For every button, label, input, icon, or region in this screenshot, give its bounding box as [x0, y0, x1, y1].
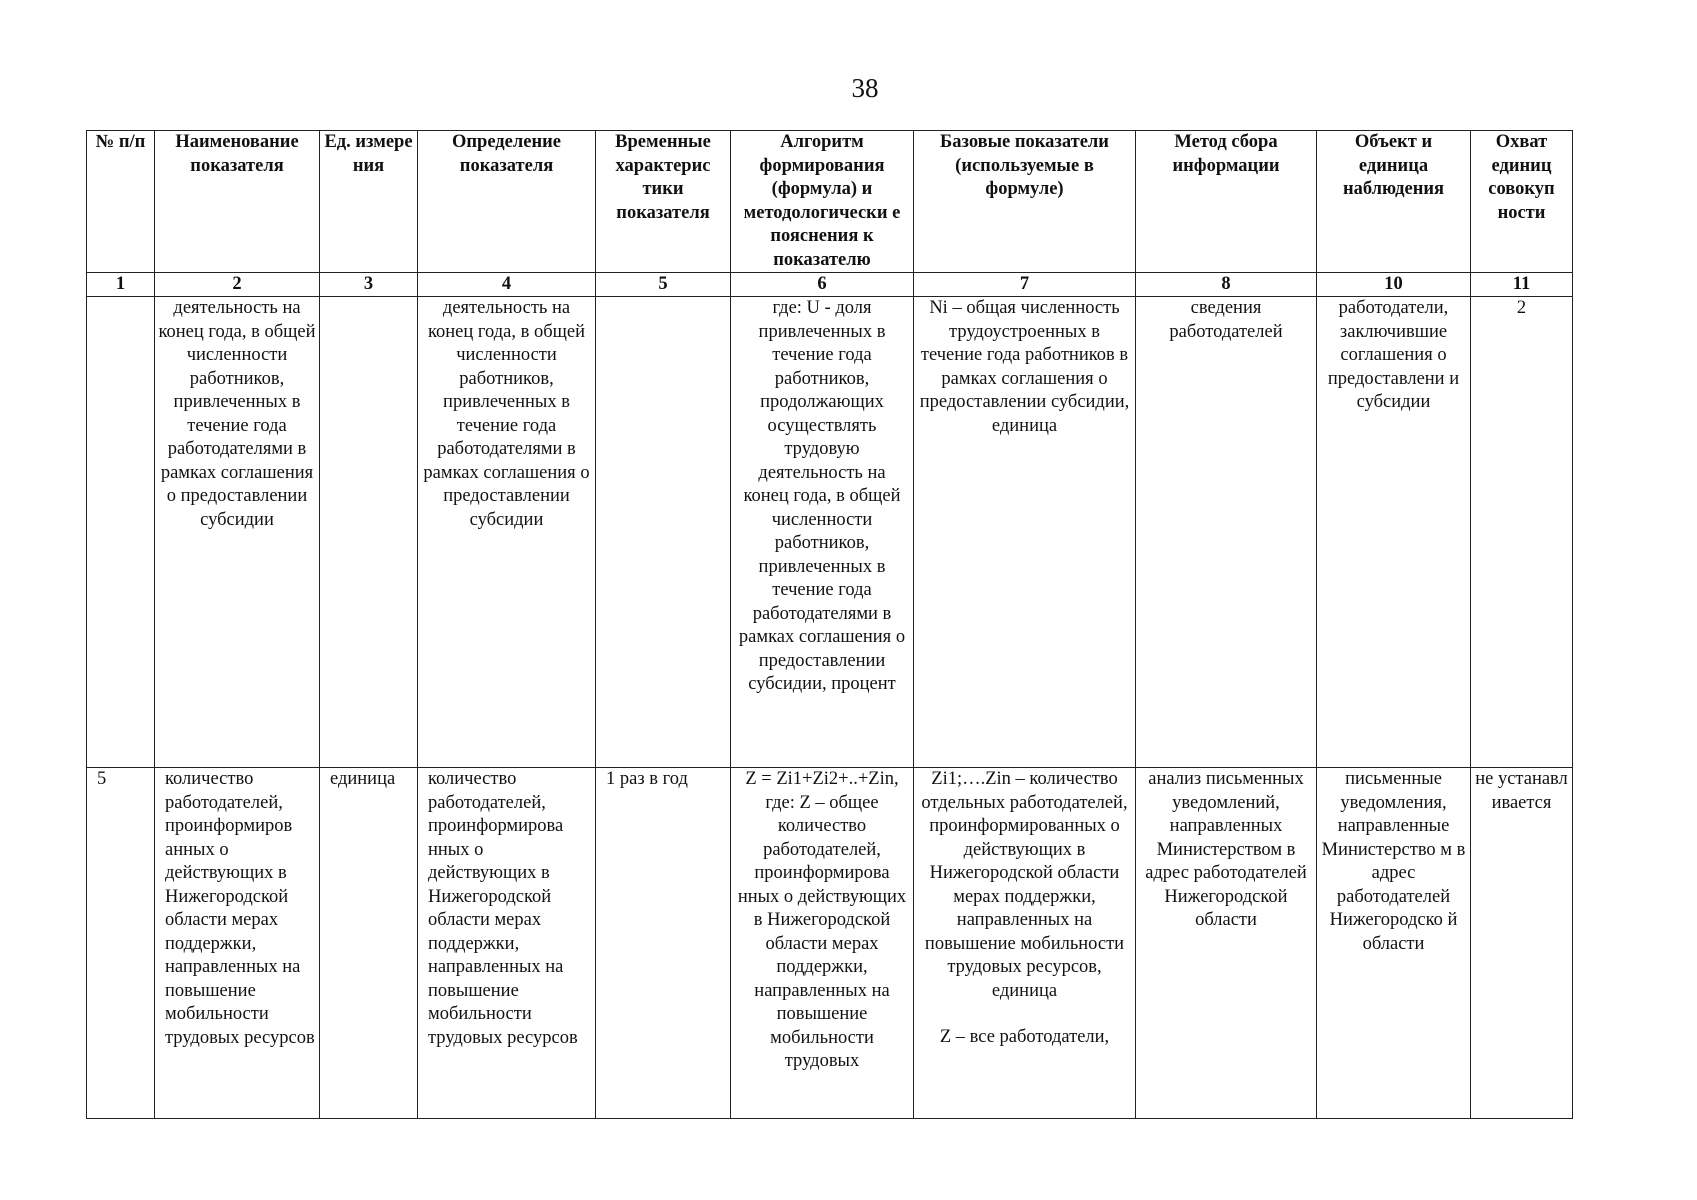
column-number-row [87, 273, 1573, 297]
cell-definition: деятельность на конец года, в общей численности работников, привлеченных в течение года работодателями в рамках соглашения о предоставлении субсидии [418, 297, 596, 768]
header-cell: Метод сбора информации [1136, 131, 1317, 273]
table-header-row [87, 131, 1573, 273]
header-cell: Объект и единица наблюдения [1317, 131, 1471, 273]
cell-name: деятельность на конец года, в общей численности работников, привлеченных в течение года работодателями в рамках соглашения о предоставлении субсидии [155, 297, 320, 768]
header-cell: Временные характерис тики показателя [596, 131, 731, 273]
cell-method: анализ письменных уведомлений, направленных Министерством в адрес работодателей Нижегородской области [1136, 768, 1317, 1119]
column-number: 8 [1136, 273, 1317, 297]
algorithm-text: Z = Zi1+Zi2+..+Zin, где: Z – общее количество работодателей, проинформирова нных о действующих в Нижегородской области мерах поддержки, направленных на повышение мобильности трудовых [737, 769, 907, 1071]
page-number: 38 [851, 73, 879, 103]
cell-name: количество работодателей, проинформиров анных о действующих в Нижегородской области мерах поддержки, направленных на повышение мобильности трудовых ресурсов [155, 768, 320, 1119]
cell-object: работодатели, заключившие соглашения о предоставлени и субсидии [1317, 297, 1471, 768]
cell-num [87, 297, 155, 768]
cell-base [914, 768, 1136, 1119]
cell-coverage: не устанавл ивается [1471, 768, 1573, 1119]
header-cell: Ед. измере ния [320, 131, 418, 273]
cell-algorithm: где: U - доля привлеченных в течение года работников, продолжающих осуществлять трудовую деятельность на конец года, в общей численности работников, привлеченных в течение года работодателями в рамках соглашения о предоставлении субсидии, процент [731, 297, 914, 768]
cell-num: 5 [87, 768, 155, 1119]
table-row [87, 768, 1573, 1119]
header-cell: Алгоритм формирования (формула) и методологически е пояснения к показателю [731, 131, 914, 273]
cell-definition: количество работодателей, проинформирова нных о действующих в Нижегородской области мерах поддержки, направленных на повышение мобильности трудовых ресурсов [418, 768, 596, 1119]
column-number: 7 [914, 273, 1136, 297]
cell-unit: единица [320, 768, 418, 1119]
cell-period [596, 297, 731, 768]
column-number: 4 [418, 273, 596, 297]
base-text: Zi1;….Zin – количество отдельных работодателей, проинформированных о действующих в Нижегородской области мерах поддержки, направленных на повышение мобильности трудовых ресурсов, единица [921, 769, 1128, 1001]
column-number: 10 [1317, 273, 1471, 297]
cell-object: письменные уведомления, направленные Министерство м в адрес работодателей Нижегородско й области [1317, 768, 1471, 1119]
indicator-table [86, 130, 1573, 1119]
column-number: 5 [596, 273, 731, 297]
header-cell: Охват единиц совокуп ности [1471, 131, 1573, 273]
column-number: 11 [1471, 273, 1573, 297]
header-cell: Базовые показатели (используемые в формуле) [914, 131, 1136, 273]
base-extra-text: Z – все работодатели, [939, 1027, 1110, 1047]
header-cell: Наименование показателя [155, 131, 320, 273]
cell-period: 1 раз в год [596, 768, 731, 1119]
base-wrapper [917, 768, 1132, 1118]
cell-coverage: 2 [1471, 297, 1573, 768]
header-cell: Определение показателя [418, 131, 596, 273]
column-number: 2 [155, 273, 320, 297]
table-row [87, 297, 1573, 768]
column-number: 6 [731, 273, 914, 297]
column-number: 1 [87, 273, 155, 297]
cell-base: Ni – общая численность трудоустроенных в течение года работников в рамках соглашения о предоставлении субсидии, единица [914, 297, 1136, 768]
cell-algorithm [731, 768, 914, 1119]
header-cell: № п/п [87, 131, 155, 273]
column-number: 3 [320, 273, 418, 297]
cell-method: сведения работодателей [1136, 297, 1317, 768]
cell-unit [320, 297, 418, 768]
